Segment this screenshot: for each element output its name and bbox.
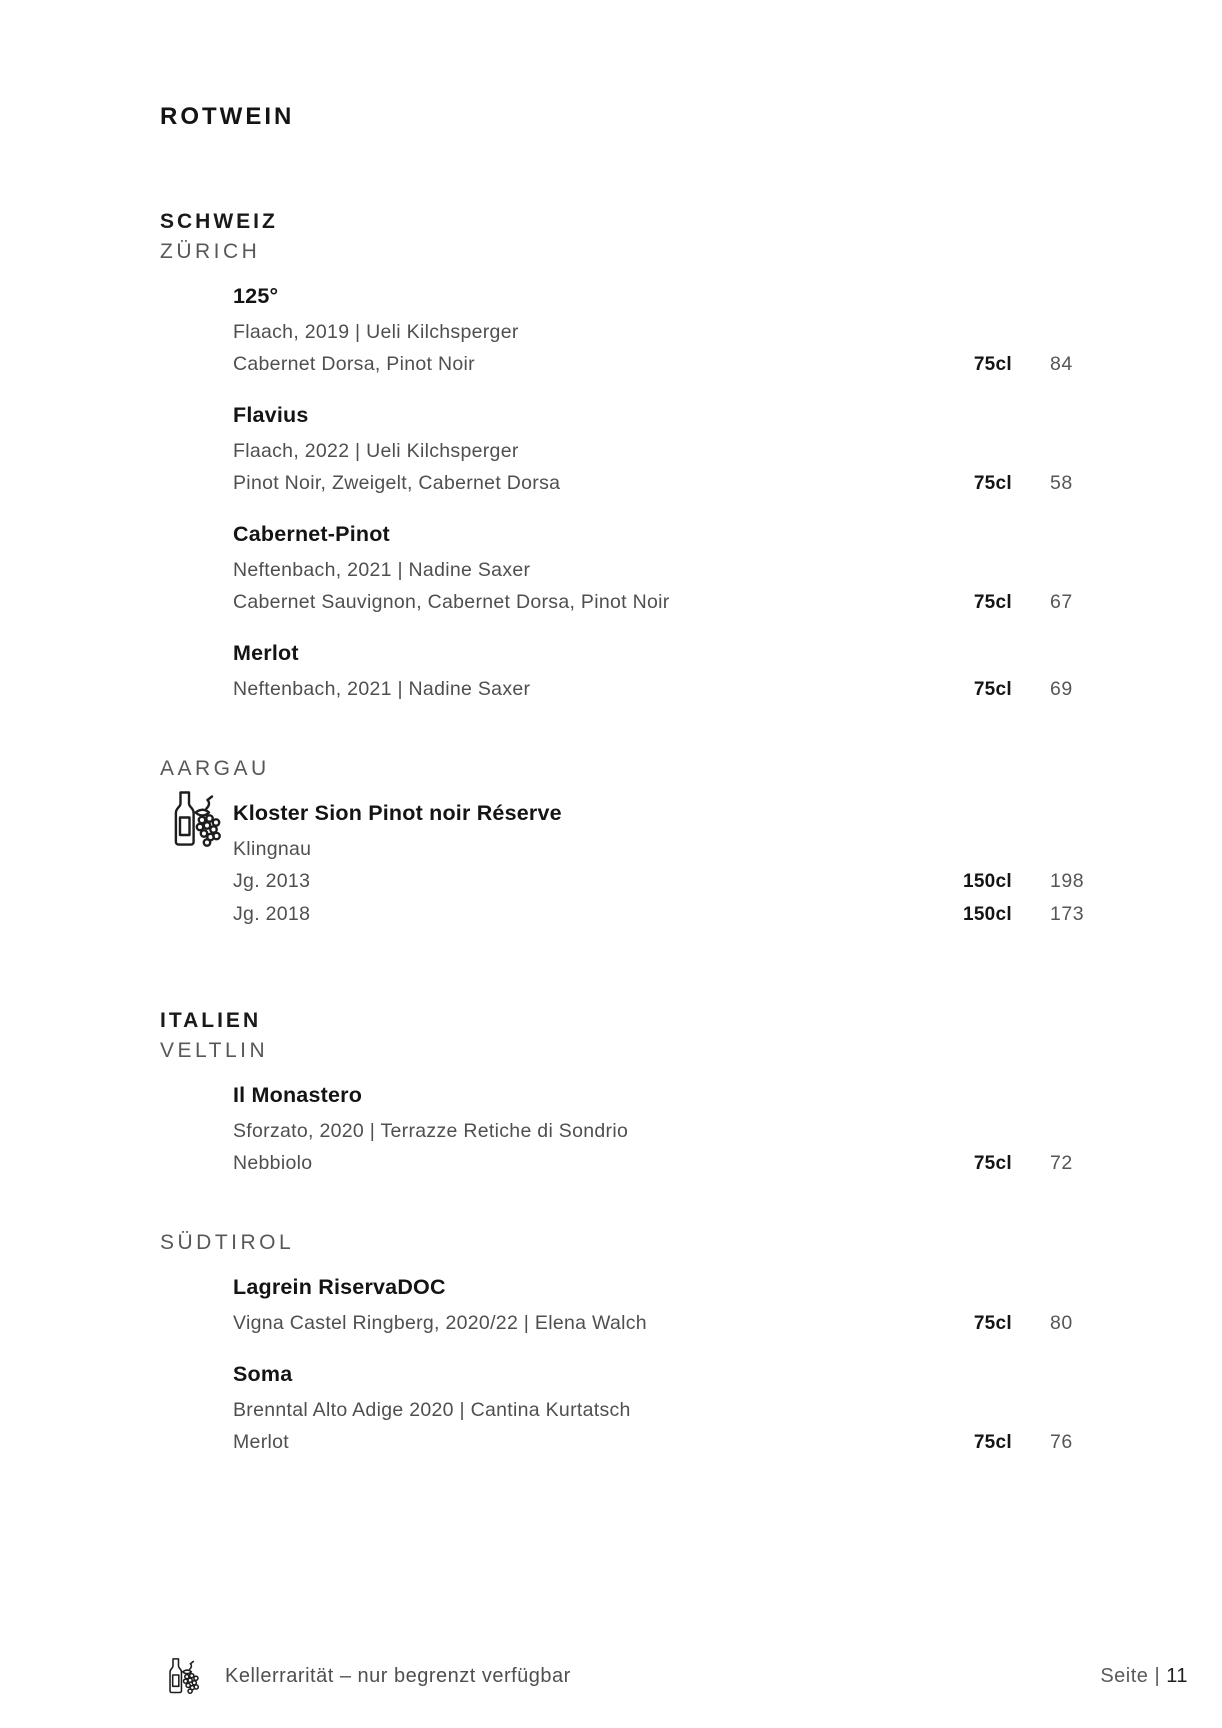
wine-detail-row [233, 554, 1090, 586]
wine-entry [233, 640, 1090, 706]
wine-entry [233, 402, 1090, 500]
wine-detail-row [233, 898, 1090, 931]
bottle-size-label: 150cl [962, 871, 1012, 892]
wine-detail-row [233, 1394, 1090, 1426]
wine-detail-text: Flaach, 2022 | Ueli Kilchsperger [233, 440, 519, 462]
wine-name: Kloster Sion Pinot noir Réserve [233, 801, 562, 825]
wine-detail-row [233, 435, 1090, 467]
wine-entry [233, 1082, 1090, 1180]
wine-bottle-grapes-icon [165, 790, 227, 848]
wine-detail-text: Pinot Noir, Zweigelt, Cabernet Dorsa [233, 472, 561, 494]
wine-detail-text: Brenntal Alto Adige 2020 | Cantina Kurtatsch [233, 1399, 631, 1421]
wine-detail-text: Neftenbach, 2021 | Nadine Saxer [233, 678, 531, 700]
region-header: AARGAU [160, 757, 270, 780]
wine-detail-text: Merlot [233, 1431, 289, 1453]
wine-name: Cabernet-Pinot [233, 522, 390, 546]
wine-entry [233, 1274, 1090, 1340]
bottle-size-label: 75cl [973, 679, 1012, 700]
wine-entry [233, 283, 1090, 381]
page-number-value: 11 [1166, 1664, 1188, 1687]
wine-list [233, 1274, 1090, 1459]
wine-detail-row [233, 833, 1090, 865]
wine-detail-text: Klingnau [233, 838, 312, 860]
wine-detail-row [233, 1147, 1090, 1180]
price-value: 58 [1050, 472, 1073, 494]
wine-detail-row [233, 316, 1090, 348]
wine-detail-row [233, 467, 1090, 500]
wine-name: Flavius [233, 403, 309, 427]
menu-section [160, 209, 1090, 706]
wine-detail-text: Cabernet Sauvignon, Cabernet Dorsa, Pinot Noir [233, 591, 670, 613]
region-header: SÜDTIROL [160, 1231, 295, 1254]
page-footer [163, 1650, 1188, 1702]
wine-name: 125° [233, 284, 279, 308]
wine-detail-row [233, 865, 1090, 898]
wine-detail-row [233, 1307, 1090, 1340]
bottle-size-label: 75cl [973, 354, 1012, 375]
wine-detail-text: Vigna Castel Ringberg, 2020/22 | Elena Walch [233, 1312, 647, 1334]
page-number [1100, 1665, 1188, 1688]
price-value: 76 [1050, 1431, 1073, 1453]
wine-bottle-grapes-icon [163, 1650, 203, 1702]
price-value: 173 [1050, 903, 1085, 925]
price-value: 84 [1050, 353, 1073, 375]
page-title: ROTWEIN [160, 103, 295, 130]
price-value: 80 [1050, 1312, 1073, 1334]
wine-entry [233, 800, 1090, 931]
wine-detail-text: Jg. 2013 [233, 870, 311, 892]
rarity-legend [163, 1650, 571, 1702]
price-value: 67 [1050, 591, 1073, 613]
wine-entry [233, 521, 1090, 619]
price-value: 198 [1050, 870, 1085, 892]
wine-detail-row [233, 586, 1090, 619]
menu-section [160, 1230, 1090, 1459]
menu-section [160, 1008, 1090, 1180]
wine-name: Soma [233, 1362, 293, 1386]
bottle-size-label: 75cl [973, 1432, 1012, 1453]
price-value: 69 [1050, 678, 1073, 700]
region-header: VELTLIN [160, 1039, 269, 1062]
wine-name: Lagrein RiservaDOC [233, 1275, 446, 1299]
wine-list [233, 283, 1090, 706]
wine-entry [233, 1361, 1090, 1459]
rarity-legend-text: Kellerrarität – nur begrenzt verfügbar [225, 1664, 571, 1687]
wine-detail-text: Nebbiolo [233, 1152, 313, 1174]
wine-list [233, 1082, 1090, 1180]
wine-name: Merlot [233, 641, 299, 665]
wine-detail-text: Jg. 2018 [233, 903, 311, 925]
wine-detail-row [233, 673, 1090, 706]
menu-section [160, 756, 1090, 931]
price-value: 72 [1050, 1152, 1073, 1174]
country-header: SCHWEIZ [160, 210, 278, 233]
wine-list [233, 800, 1090, 931]
wine-name: Il Monastero [233, 1083, 363, 1107]
bottle-size-label: 75cl [973, 473, 1012, 494]
country-header: ITALIEN [160, 1009, 262, 1032]
page-number-prefix: Seite | [1100, 1664, 1167, 1687]
wine-detail-text: Neftenbach, 2021 | Nadine Saxer [233, 559, 531, 581]
bottle-size-label: 150cl [962, 904, 1012, 925]
wine-detail-text: Sforzato, 2020 | Terrazze Retiche di Sondrio [233, 1120, 629, 1142]
bottle-size-label: 75cl [973, 592, 1012, 613]
bottle-size-label: 75cl [973, 1153, 1012, 1174]
wine-detail-row [233, 348, 1090, 381]
wine-detail-text: Flaach, 2019 | Ueli Kilchsperger [233, 321, 519, 343]
menu-sections [160, 209, 1222, 1459]
wine-detail-text: Cabernet Dorsa, Pinot Noir [233, 353, 475, 375]
wine-detail-row [233, 1426, 1090, 1459]
bottle-size-label: 75cl [973, 1313, 1012, 1334]
wine-detail-row [233, 1115, 1090, 1147]
region-header: ZÜRICH [160, 240, 261, 263]
